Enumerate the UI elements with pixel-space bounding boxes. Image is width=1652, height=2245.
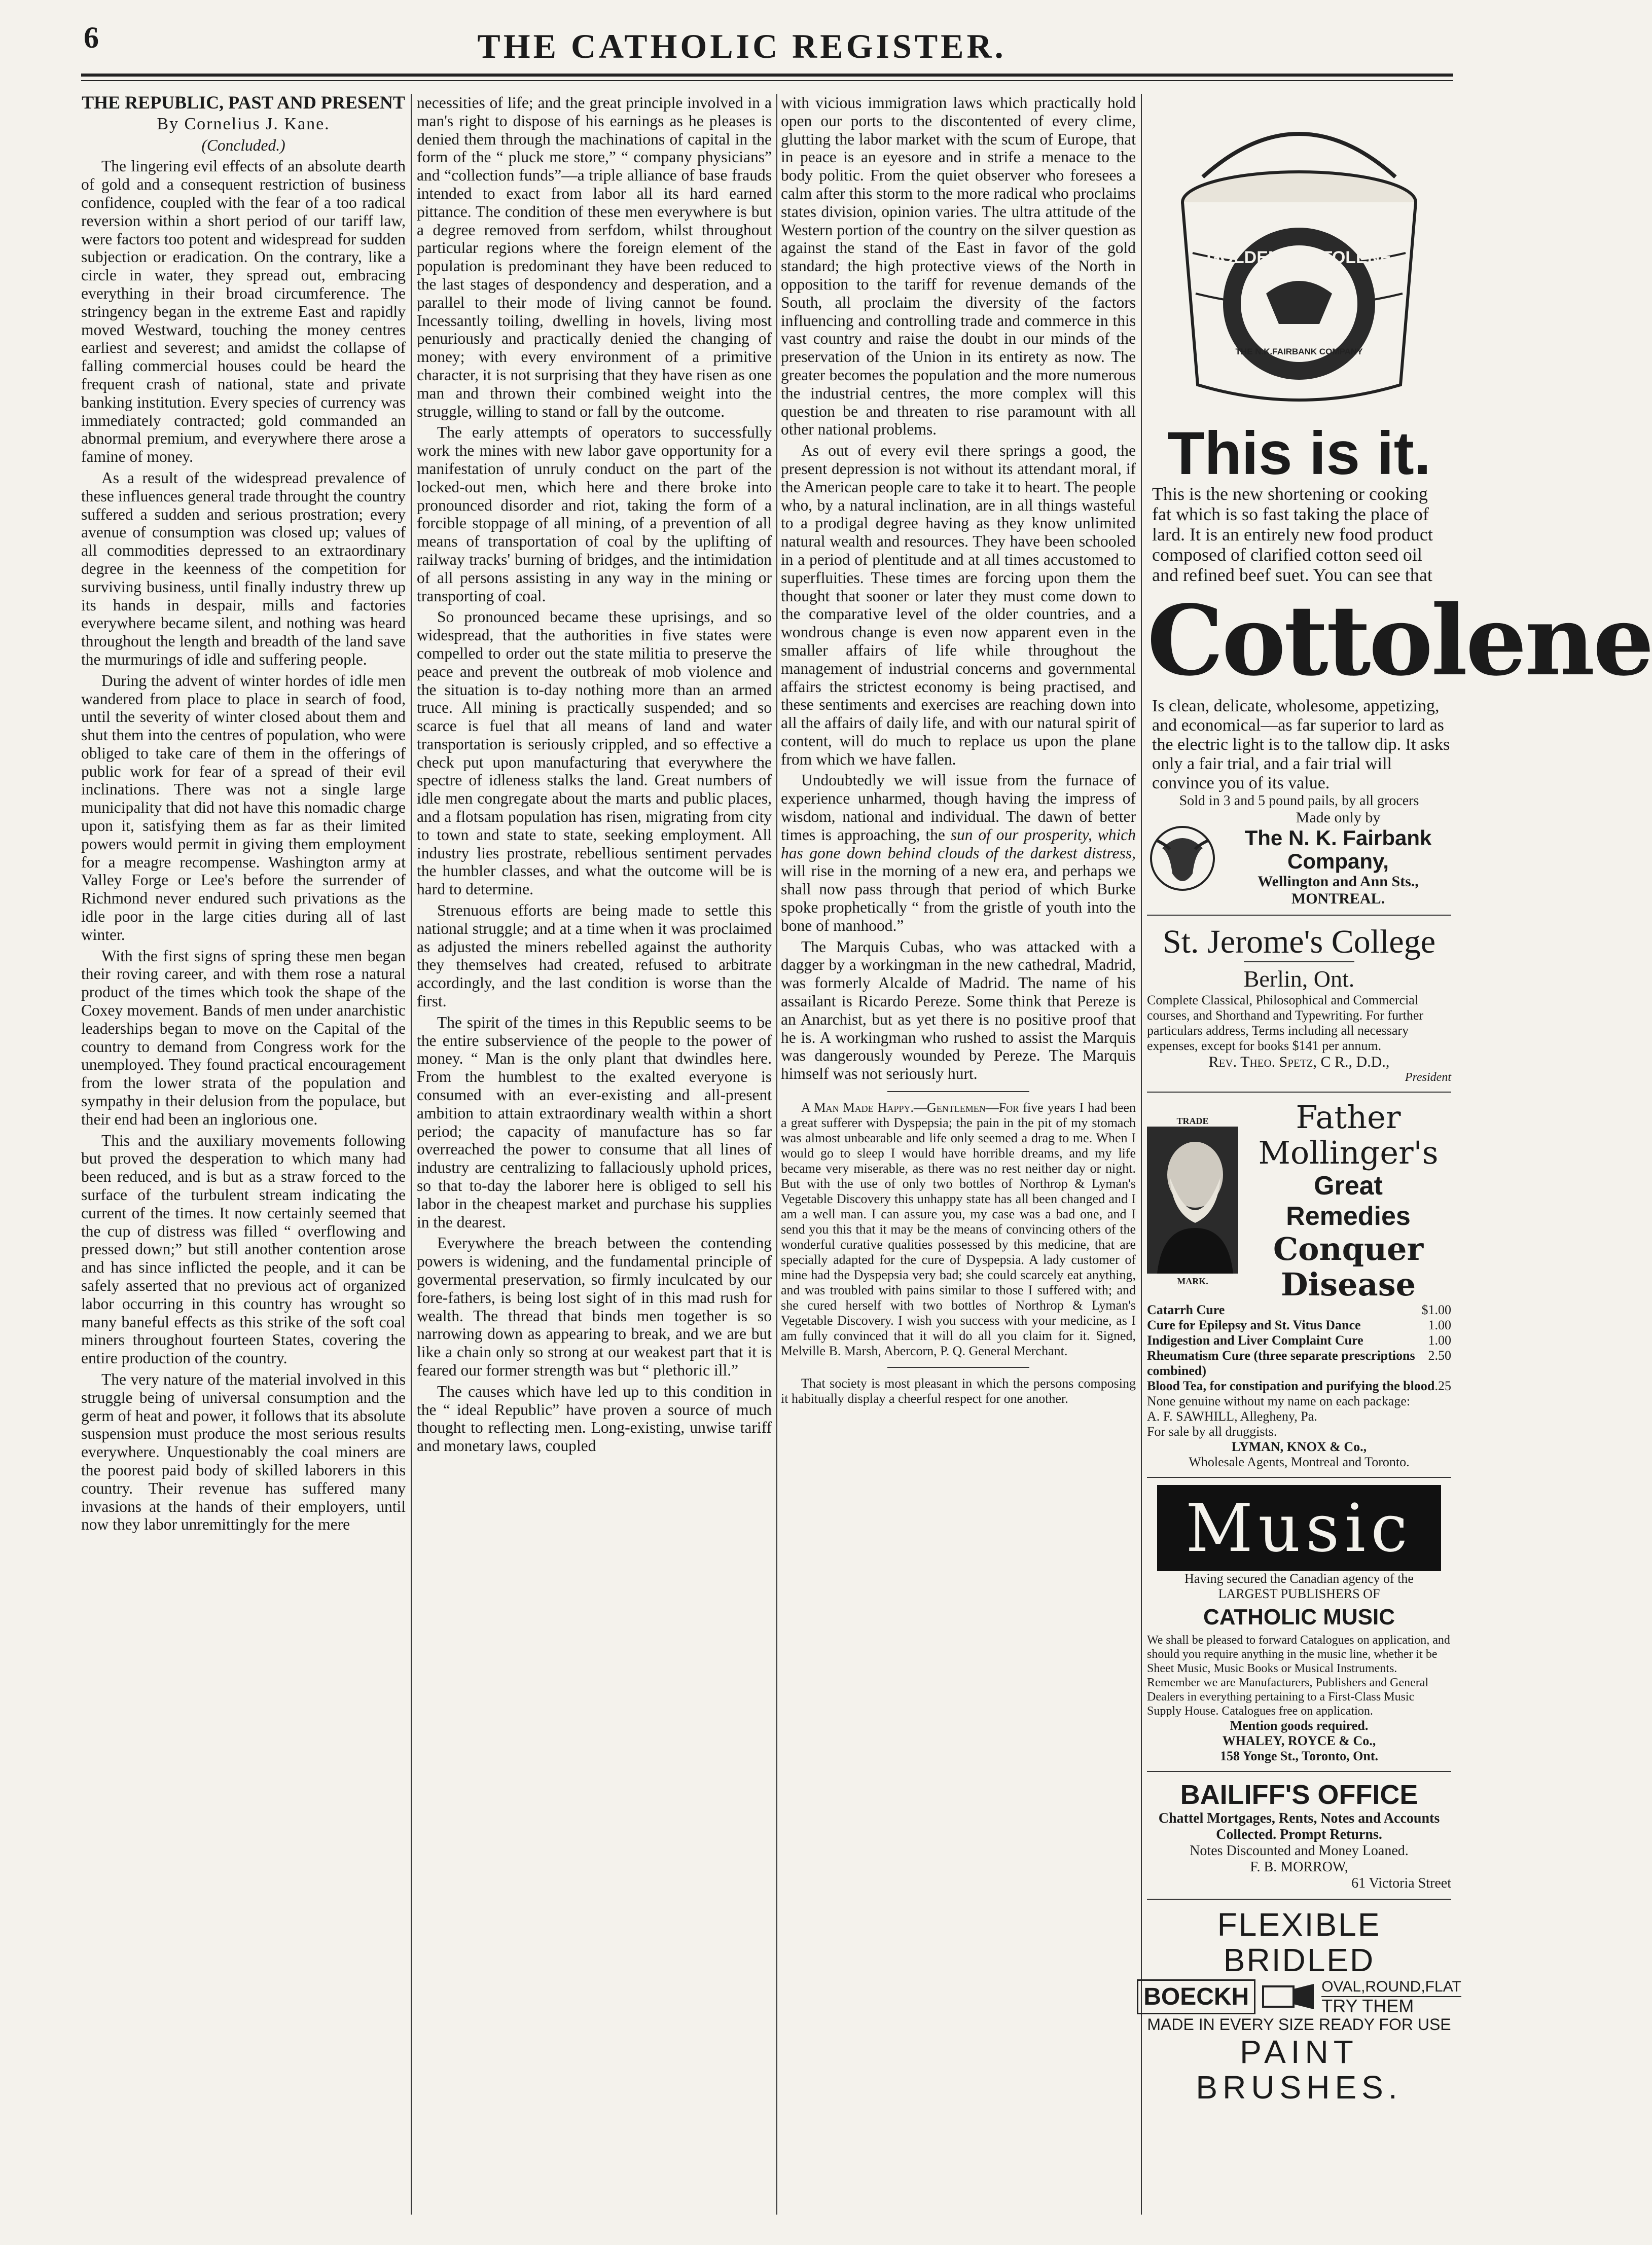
brush-brand: BOECKH	[1137, 1979, 1255, 2014]
article-paragraph: So pronounced became these uprisings, and so widespread, that the authorities in five states were compelled to order out the state militia to preserve the peace and prevent the outbreak of mob violence and the situation is to-day nothing more than an armed truce. All mining is practically suspended; and so scarce is fuel that all means of land and water transportation is seriously crippled, and so effective a check put upon manufacturing that everywhere the spectre of idleness stalks the land. Great numbers of idle men congregate about the marts and public places, and a flotsam population has risen, migrating from city to town and state to state, seeking employment. All industry lies prostrate, rebellious sentiment pervades the humbler classes, and what the outcome will be is hard to determine.	[417, 608, 772, 898]
steer-head-icon	[1147, 818, 1218, 899]
mollinger-portrait-block	[1147, 1116, 1238, 1287]
remedy-item	[1147, 1333, 1451, 1348]
remedy-price: $1.00	[1421, 1302, 1451, 1317]
mollinger-remedies: Remedies	[1286, 1202, 1411, 1231]
bailiff-address: 61 Victoria Street	[1351, 1875, 1451, 1891]
article-title: THE REPUBLIC, PAST AND PRESENT	[82, 92, 405, 113]
remedy-price: 2.50	[1428, 1348, 1451, 1363]
catholic-music-ad	[1147, 1478, 1451, 1772]
paint-brush-icon	[1261, 1979, 1316, 2014]
testimonial	[781, 1100, 1136, 1359]
trade-mark-label: TRADE	[1176, 1115, 1209, 1126]
cottolene-description: This is the new shortening or cooking fat which is so fast taking the place of lard. It is an entirely new food product composed of clarified cotton seed oil and refined beef suet. You can see that	[1152, 484, 1433, 585]
column-divider	[411, 94, 412, 2215]
article-paragraph: As out of every evil there springs a good, the present depression is not without its attendant moral, if the American people care to take it to heart. The people who, by a natural inclination, are in all things wasteful to a prodigal degree having as they know unlimited natural wealth and resources. They have been schooled in a period of plentitude and at all times accustomed to superfluities. These times are forcing upon them the thought that sooner or later they must come down to the comparative level of the older countries, and a wondrous change is even now apparent even in the smaller affairs of life while throughout the management of industrial concerns and governmental affairs the strictest economy is being practised, and these sentiments and exercises are reaching down into all the affairs of daily life, and with our natural spirit of content, will do much to replace us upon the plane from which we have fallen.	[781, 442, 1136, 768]
column-divider	[1141, 94, 1142, 2215]
st-jeromes-college-ad	[1147, 916, 1451, 1093]
article-paragraph: Strenuous efforts are being made to settle this national struggle; and at a time when it was proclaimed as adjusted the miners rebelled against the authority they themselves had created, refused to arbitrate accordingly, and the last condition is worse than the first.	[417, 901, 772, 1010]
article-paragraph: With the first signs of spring these men began their roving career, and with them rose a natural product of the times which took the shape of the Coxey movement. Bands of men under anarchistic leaderships began to move on the Capital of the country to demand from Congress work for the unemployed. They found practical encouragement from the lower strata of the population and sympathy in their delusion from the populace, but their end had been an inglorious one.	[81, 947, 406, 1128]
college-contact: Rev. Theo. Spetz, C R., D.D.,	[1208, 1054, 1390, 1070]
article-concluded-note: (Concluded.)	[201, 136, 285, 154]
mollinger-title: Father Mollinger's	[1258, 1099, 1439, 1171]
remedy-item	[1147, 1318, 1451, 1333]
bailiff-name: F. B. MORROW,	[1250, 1859, 1348, 1875]
music-firm: WHALEY, ROYCE & Co.,	[1222, 1733, 1376, 1748]
article-column-3	[781, 94, 1136, 2215]
masthead: THE CATHOLIC REGISTER.	[477, 27, 1007, 65]
article-paragraph: Everywhere the breach between the contending powers is widening, and the fundamental principle of govermental preservation, so firmly inculcated by our fore-fathers, is being lost sight of in this mad rush for wealth. The thread that binds men together is so narrowing down as appearing to break, and we are but like a chain only so strong at our weakest part that it is feared our former strength was but “ plethoric ill.”	[417, 1234, 772, 1379]
brush-try: TRY THEM	[1321, 1996, 1414, 2016]
mollinger-header	[1147, 1100, 1451, 1302]
masthead-rule	[81, 74, 1453, 77]
college-location: Berlin, Ont.	[1244, 961, 1354, 993]
music-logo: Music	[1157, 1485, 1441, 1571]
article-paragraph: The spirit of the times in this Republic seems to be the entire subservience of the people to the power of money. “ Man is the only plant that dwindles here. From the humblest to the exalted everyone is consumed with an ever-existing and all-present ambition to attain extraordinary wealth within a short period; the capacity of manufacture has so far overreached the power to consume that all lines of industry are centralizing to fallaciously uphold prices, so that to-day the laborer here is obliged to sell his labor in the cheapest market and purchase his supplies in the dearest.	[417, 1013, 772, 1231]
bailiffs-office-ad	[1147, 1772, 1451, 1900]
remedy-item	[1147, 1379, 1451, 1394]
remedy-name: Cure for Epilepsy and St. Vitus Dance	[1147, 1318, 1361, 1332]
column-divider	[776, 94, 777, 2215]
page-number: 6	[84, 21, 99, 54]
bailiff-headline: BAILIFF'S OFFICE	[1180, 1780, 1418, 1810]
music-intro: Having secured the Canadian agency of the	[1184, 1571, 1414, 1586]
cottolene-description-2: Is clean, delicate, wholesome, appetizing, and economical—as far superior to lard as the electric light is to the tallow dip. It asks only a fair trial, and a fair trial will convince you of its value.	[1152, 697, 1450, 792]
father-mollinger-portrait	[1147, 1127, 1238, 1274]
fairbank-address: Wellington and Ann Sts., MONTREAL.	[1258, 873, 1419, 907]
mollinger-sale: For sale by all druggists.	[1147, 1424, 1277, 1439]
article-paragraph: As a result of the widespread prevalence of these influences general trade throught the country suffered a sudden and serious prostration; every avenue of consumption was closed up; values of all commodities depressed to an extraordinary degree in the keenness of the competition for surviving business, until finally industry threw up its hands in despair, mills and factories everywhere became silent, and nothing was heard throughout the length and breadth of the land save the murmurings of idle and suffering people.	[81, 468, 406, 668]
mollinger-note: None genuine without my name on each package:	[1147, 1394, 1411, 1408]
music-mention: Mention goods required.	[1230, 1718, 1369, 1733]
advertisement-column	[1143, 94, 1652, 2112]
bailiff-line2: Notes Discounted and Money Loaned.	[1190, 1843, 1409, 1859]
mollinger-great: Great	[1314, 1171, 1383, 1201]
trade-mark-label-2: MARK.	[1177, 1276, 1208, 1286]
remedy-name: Rheumatism Cure (three separate prescriptions combined)	[1147, 1348, 1415, 1378]
pail-label: GOLDEN COTTOLENE	[1207, 248, 1391, 267]
remedy-price: 1.00	[1428, 1318, 1451, 1332]
mollinger-remedies-ad	[1147, 1093, 1451, 1478]
bailiff-line1: Chattel Mortgages, Rents, Notes and Accounts Collected. Prompt Returns.	[1158, 1811, 1440, 1842]
testimonial-lead: A Man Made Happy.—Gentlemen—For	[801, 1100, 1019, 1115]
news-item: The Marquis Cubas, who was attacked with a dagger by a workingman in the new cathedral, Madrid, was formerly Alcalde of Madrid. The name of his assailant is Ricardo Pereze. Some think that Pereze is an Anarchist, but as yet there is no positive proof that he is. A workingman who rushed to assist the Marquis was dangerously wounded by Pereze. The Marquis himself was not seriously hurt.	[781, 937, 1136, 1083]
cottolene-logo: Cottolene	[1147, 584, 1652, 697]
mollinger-conquer: Conquer Disease	[1273, 1230, 1424, 1303]
section-divider	[887, 1091, 1029, 1092]
masthead-rule-thin	[81, 80, 1453, 81]
article-paragraph: Undoubtedly we will issue from the furnace of experience unharmed, though having the impress of wisdom, national and individual. The dawn of better times is approaching, the sun of our prosperity, which has gone down behind clouds of the darkest distress, will rise in the morning of a new era, and perhaps we shall now pass through that period of which Burke spoke prophetically “ from the gristle of youth into the bone of manhood.”	[781, 771, 1136, 934]
cottolene-headline: This is it.	[1167, 419, 1431, 487]
mollinger-agent: A. F. SAWHILL, Allegheny, Pa.	[1147, 1409, 1317, 1424]
college-description: Complete Classical, Philosophical and Commercial courses, and Shorthand and Typewriting. For further particulars address, Terms including all necessary expenses, except for books $141 per annum.	[1147, 993, 1424, 1053]
remedy-name: Blood Tea, for constipation and purifying the blood	[1147, 1379, 1435, 1393]
fairbank-company: The N. K. Fairbank Company,	[1244, 826, 1432, 873]
article-paragraph: During the advent of winter hordes of idle men wandered from place to place in search of food, until the severity of winter closed about them and shut them into the centres of population, who were obliged to take care of them in the offerings of public work for fear of a spread of their evil inclinations. There was not a single large municipality that did not have this nomadic charge upon it, satisfying them as far as their limited powers would permit in giving them employment for a meagre recompense. Washington army at Valley Forge or Lee's before the surrender of Richmond never endured such privations as the idle poor in the large cities during all of last winter.	[81, 671, 406, 944]
remedy-list	[1147, 1302, 1451, 1470]
remedy-price: .25	[1434, 1379, 1451, 1393]
article-paragraph: with vicious immigration laws which practically hold open our ports to the discontented of every clime, glutting the labor market with the scum of Europe, that in peace is an eyesore and in strife a menace to the body politic. From the quiet observer who foresees a calm after this storm to the more radical who proclaims states division, opinion varies. The ultra attitude of the Western portion of the country on the silver question as against the stand of the East in favor of the gold standard; the high protective views of the North in opposition to the tariff for revenue demands of the South, all proclaim the diversity of the factors influencing and controlling trade and commerce in this vast country and raise the doubt in our minds of the preservation of the Union in its entirety as now. The greater becomes the population and the more numerous the industrial centres, the more complex will this question be and threaten to rise paramount with all other national problems.	[781, 94, 1136, 439]
article-byline: By Cornelius J. Kane.	[157, 114, 330, 133]
college-contact-title: President	[1405, 1071, 1451, 1084]
article-paragraph: The very nature of the material involved in this struggle being of universal consumption and the germ of heat and power, it follows that its absolute suspension must produce the most serious results everywhere. Unquestionably the coal miners are the poorest paid body of skilled laborers in this country. Their revenue has suffered many invasions at the hands of their employers, until now they labor unremittingly for the mere	[81, 1370, 406, 1534]
article-paragraph: necessities of life; and the great principle involved in a man's right to dispose of his earnings as he pleases is denied them through the machinations of capital in the form of the “ pluck me store,” “ company physicians” and “collection funds”—a triple alliance of base frauds intended to exact from labor all its hard earned pittance. The condition of these men everywhere is but a degree removed from serfdom, whilst throughout particular regions where the foreign element of the population is predominant they have been reduced to the last stages of despondency and desperation, and a parallel to their mode of living cannot be found. Incessantly toiling, dwelling in hovels, living most penuriously and practically denied the changing of money; with every environment of a primitive character, it is not surprising that they have risen as one man and thrown their combined weight into the struggle, willing to stand or fall by the outcome.	[417, 94, 772, 420]
remedy-name: Catarrh Cure	[1147, 1302, 1225, 1317]
brush-row	[1143, 1978, 1461, 2016]
music-text: We shall be pleased to forward Catalogues on application, and should you require anything in the music line, whether it be Sheet Music, Music Books or Musical Instruments. Remember we are Manufacturers, Publishers and General Dealers in everything pertaining to a First-Class Music Supply House. Catalogues free on application.	[1147, 1634, 1450, 1718]
article-column-1	[81, 94, 406, 2215]
closing-note: That society is most pleasant in which the persons composing it habitually display a cheerful respect for one another.	[781, 1376, 1136, 1406]
music-headline: CATHOLIC MUSIC	[1203, 1605, 1395, 1630]
article-paragraph: The causes which have led up to this condition in the “ ideal Republic” have proven a source of much thought to reflecting men. Long-existing, unwise tariff and monetary laws, coupled	[417, 1382, 772, 1455]
pail-maker: THE N.K.FAIRBANK COMPANY	[1235, 347, 1363, 356]
brush-shapes: OVAL,ROUND,FLAT	[1321, 1978, 1461, 1997]
mollinger-wholesale: Wholesale Agents, Montreal and Toronto.	[1189, 1455, 1410, 1469]
mollinger-wholesale-name: LYMAN, KNOX & Co.,	[1231, 1439, 1367, 1454]
brush-title: FLEXIBLE BRIDLED	[1217, 1906, 1381, 1978]
section-divider	[887, 1367, 1029, 1368]
brush-made: MADE IN EVERY SIZE READY FOR USE	[1147, 2015, 1451, 2034]
music-address: 158 Yonge St., Toronto, Ont.	[1219, 1749, 1379, 1763]
cottolene-pail-image	[1157, 101, 1441, 415]
music-largest: LARGEST PUBLISHERS OF	[1218, 1586, 1380, 1601]
article-column-2	[417, 94, 772, 2215]
article-paragraph: This and the auxiliary movements following but proved the desperation to which many had been reduced, and is but as a straw forced to the surface of the turbulent stream indicating the current of the times. It now certainly seemed that the cup of distress was filled “ overflowing and pressed down;” but still another contention arose and has since inflicted the people, and it can be safely asserted that no previous act of organized labor occurring in this country has wrought so many baneful effects as this strike of the soft coal miners throughout fourteen States, covering the entire production of the country.	[81, 1131, 406, 1367]
fairbank-made-by: Made only by	[1296, 809, 1381, 826]
brush-shapes-block	[1321, 1978, 1461, 2015]
college-name: St. Jerome's College	[1163, 923, 1435, 960]
italic-phrase: sun of our prosperity, which has gone down behind clouds of the darkest distress,	[781, 825, 1136, 862]
remedy-item	[1147, 1348, 1451, 1379]
article-paragraph: The early attempts of operators to successfully work the mines with new labor gave opportunity for a manifestation of unruly conduct on the part of the locked-out men, which here and there broke into pronounced disorder and riot, taking the form of a forcible stoppage of all mining, of a prevention of all means of transportation of coal by the uplifting of railway tracks' burning of bridges, and the intimidation of all persons assisting in any way in the mining or transporting of coal.	[417, 423, 772, 605]
brush-product: PAINT BRUSHES.	[1196, 2034, 1403, 2106]
remedy-name: Indigestion and Liver Complaint Cure	[1147, 1333, 1363, 1348]
cottolene-ad	[1147, 94, 1652, 916]
remedy-price: 1.00	[1428, 1333, 1451, 1348]
cottolene-sold: Sold in 3 and 5 pound pails, by all grocers	[1179, 793, 1419, 809]
paint-brushes-ad	[1143, 1900, 1461, 2112]
fairbank-block	[1147, 809, 1451, 908]
testimonial-text: five years I had been a great sufferer with Dyspepsia; the pain in the pit of my stomach was almost unbearable and life only seemed a drag to me. When I would go to sleep I would have horrible dreams, and my life became very miserable, as there was no rest neither day or night. But with the use of only two bottles of Northrop & Lyman's Vegetable Discovery this unhappy state has all been changed and I am a well man. I can assure you, my case was a bad one, and I send you this that it may be the means of convincing others of the wonderful curative qualities possessed by this medicine, that are specially adapted for the cure of Dyspepsia. A lady customer of mine had the Dyspepsia very bad; she could scarcely eat anything, and was troubled with pains similar to those I suffered with; and she cured herself with two bottles of Northrop & Lyman's Vegetable Discovery. I wish you success with your medicine, as I am fully convinced that it will do all you claim for it. Signed, Melville B. Marsh, Abercorn, P. Q. General Merchant.	[781, 1100, 1136, 1359]
article-paragraph: The lingering evil effects of an absolute dearth of gold and a consequent restriction of business confidence, coupled with the fear of a too radical reversion within a short period of our tariff law, were factors too potent and widespread for sudden subjection or eradication. On the contrary, like a circle in water, they spread out, embracing everything in their broad circumference. The stringency began in the extreme East and rapidly moved Westward, touching the money centres earliest and severest; and amidst the collapse of falling commercial houses could be heard the frequent crash of national, state and private banking institution. Every species of currency was immediately contracted; gold commanded an abnormal premium, and everywhere there arose a famine of money.	[81, 157, 406, 466]
remedy-item	[1147, 1302, 1451, 1318]
